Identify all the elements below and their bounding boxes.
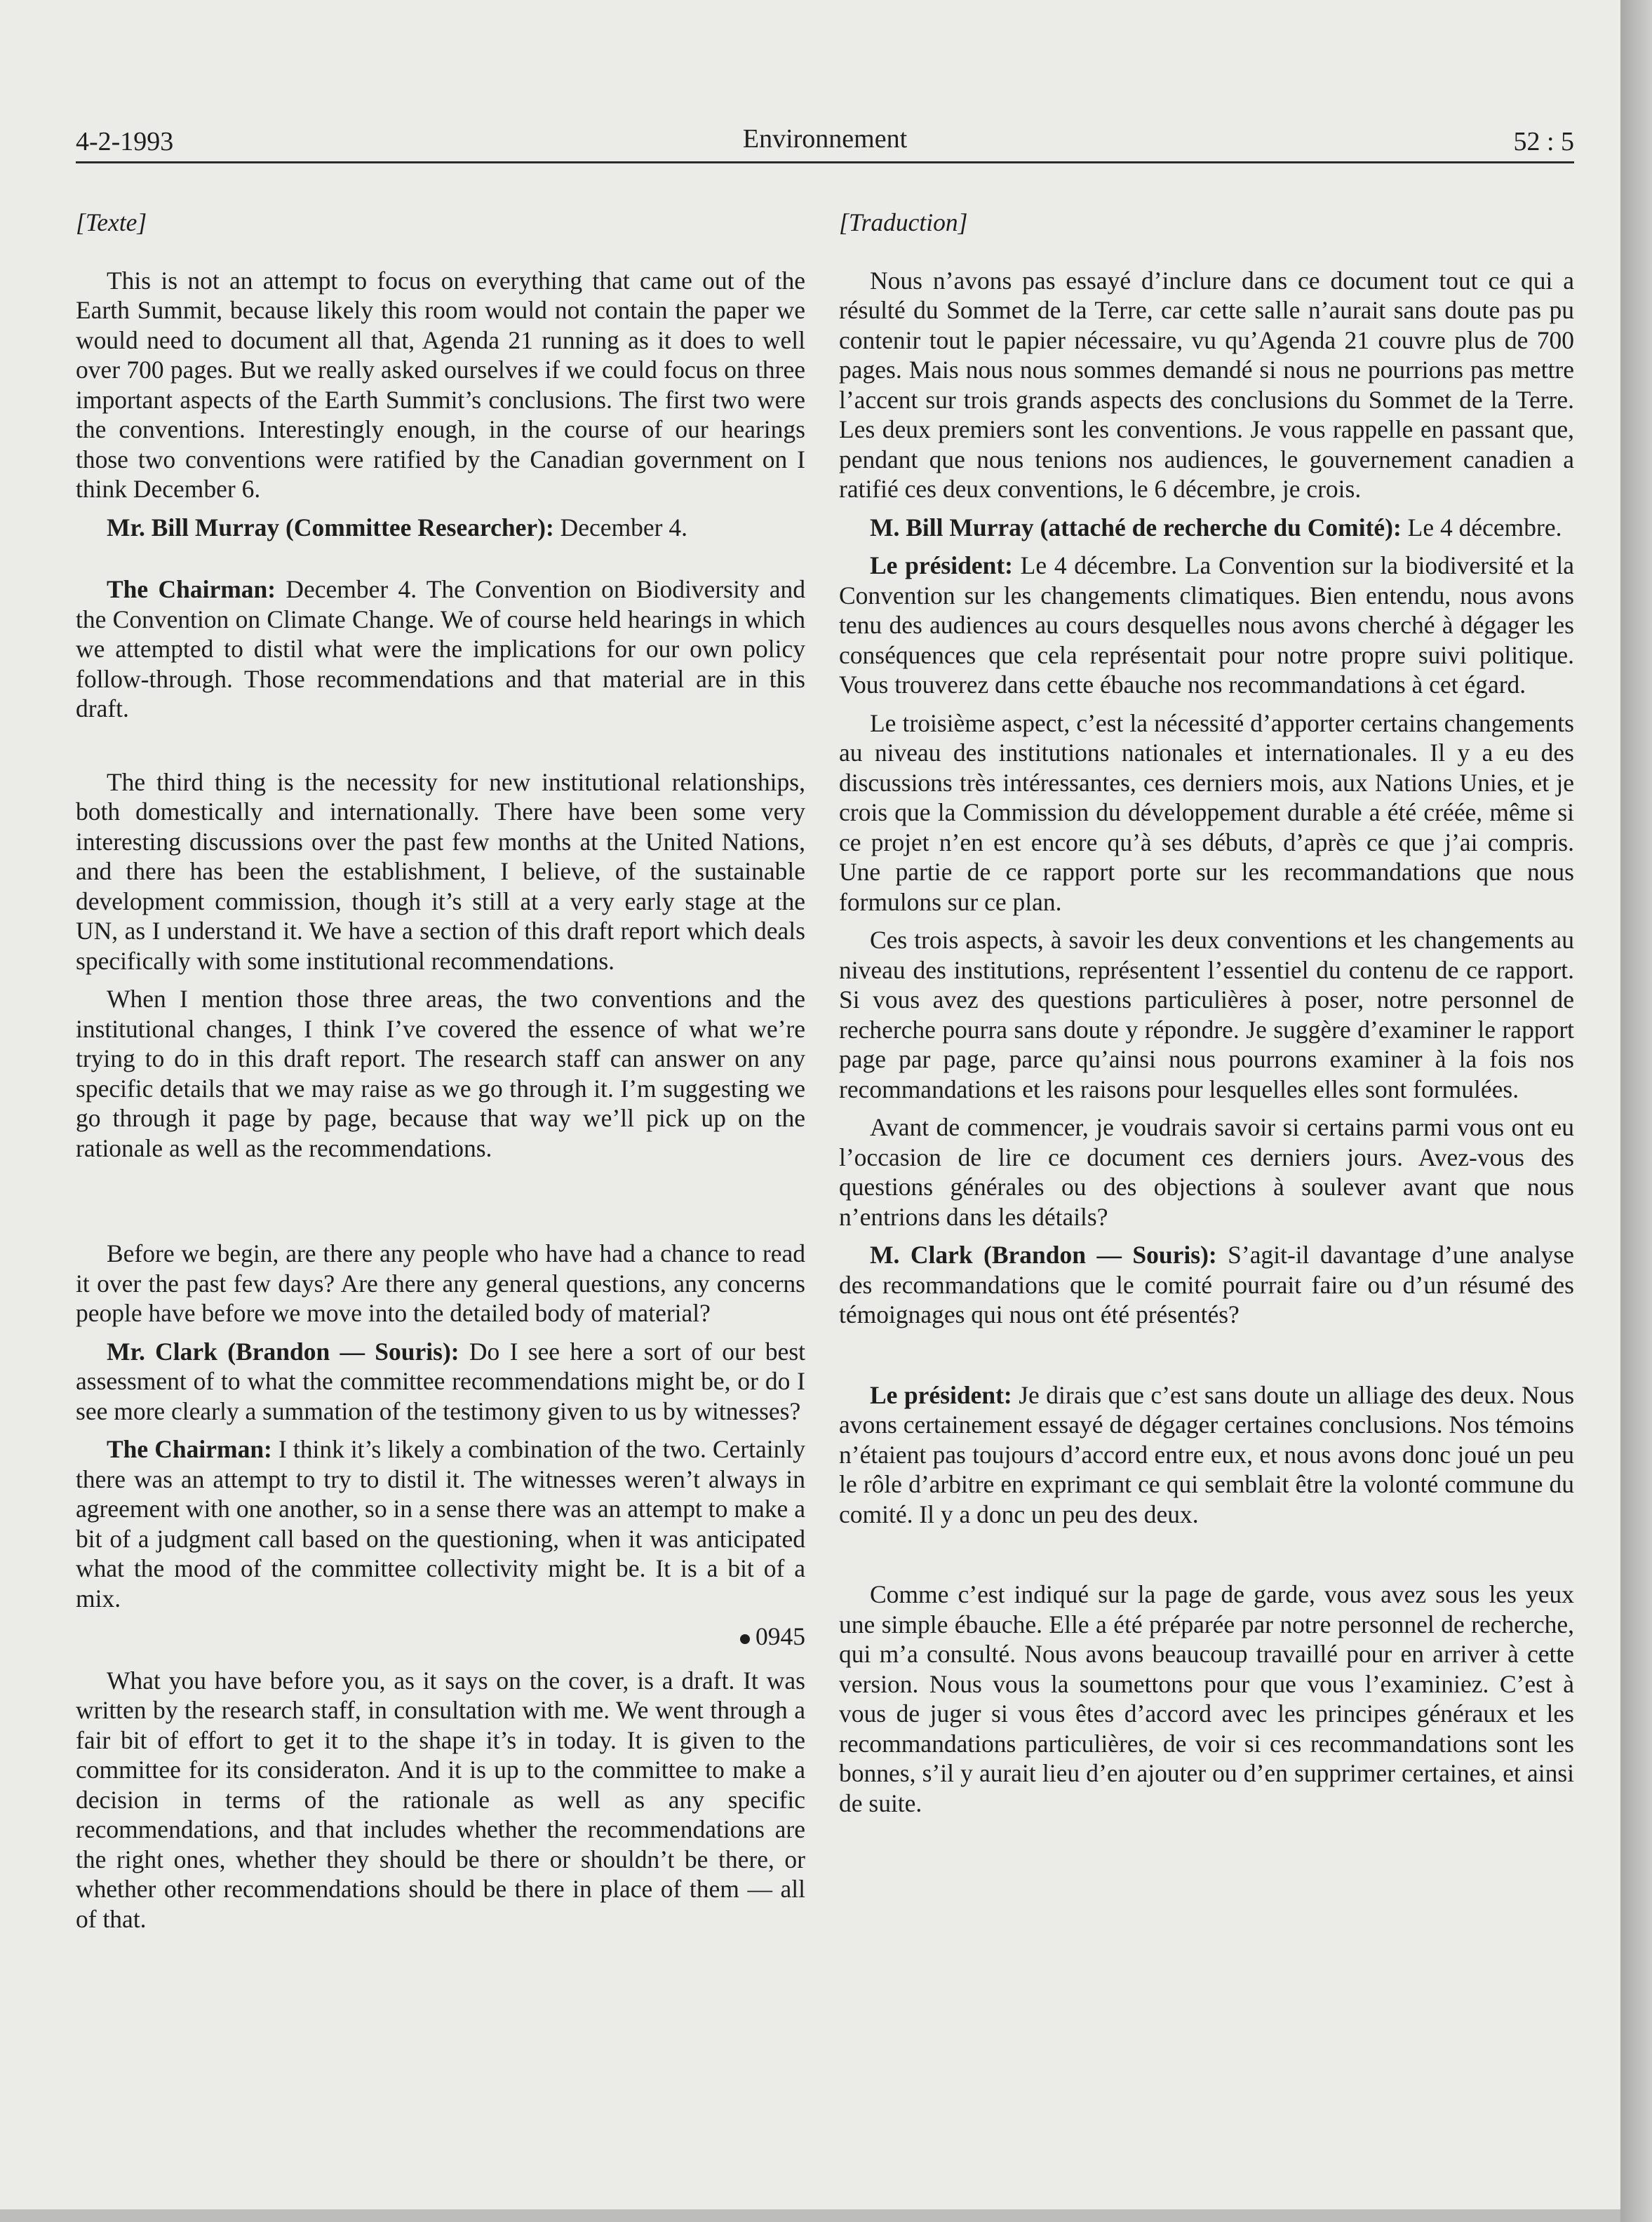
speaker-paragraph <box>839 1240 1574 1330</box>
speaker-name: The Chairman: <box>107 1435 272 1463</box>
paragraph: Before we begin, are there any people who have had a chance to read it over the past few days? Are there any general questions, any concerns people have before we move into the detailed body of material? <box>76 1239 805 1327</box>
speech-text: Le 4 décembre. <box>1401 513 1562 541</box>
paragraph: Le troisième aspect, c’est la nécessité d’apporter certains changements au niveau des institutions nationales et internationales. Il y a eu des discussions très intéressantes, ces derniers mois, aux Nations Unies, et je crois que la Commission du développement durable a été créée, même si ce projet n’en est encore qu’à ses débuts, d’après ce que j’ai compris. Une partie de ce rapport porte sur les recommandations que nous formulons sur ce plan. <box>839 708 1574 916</box>
paragraph: What you have before you, as it says on the cover, is a draft. It was written by the research staff, in consultation with me. We went through a fair bit of effort to get it to the shape it’s in today. It is given to the committee for its consideraton. And it is up to the committee to make a decision in terms of the rationale as well as any specific recommendations, and that includes whether the recommendations are the right ones, whether they should be there or shouldn’t be there, or whether other recommendations should be there in place of them — all of that. <box>76 1666 805 1933</box>
paragraph: When I mention those three areas, the two conventions and the institutional changes, I think I’ve covered the essence of what we’re trying to do in this draft report. The research staff can answer on any specific details that we may raise as we go through it. I’m suggesting we go through it page by page, because that way we’ll pick up on the rationale as well as the recommendations. <box>76 985 805 1162</box>
paragraph: Nous n’avons pas essayé d’inclure dans ce document tout ce qui a résulté du Sommet de la Terre, car cette salle n’aurait sans doute pas pu contenir tout le papier nécessaire, vu qu’Agenda 21 couvre plus de 700 pages. Mais nous nous sommes demandé si nous ne pourrions pas mettre l’accent sur trois grands aspects des conclusions du Sommet de la Terre. Les deux premiers sont les conventions. Je vous rappelle en passant que, pendant que nous tenions nos audiences, le gouvernement canadien a ratifié ces deux conventions, le 6 décembre, je crois. <box>839 266 1574 503</box>
speaker-paragraph <box>76 1434 805 1613</box>
speech-text: December 4. <box>553 513 688 541</box>
paragraph: Comme c’est indiqué sur la page de garde, vous avez sous les yeux une simple ébauche. Elle a été préparée par notre personnel de recherche, qui m’a consulté. Nous avons beaucoup travaillé pour en arriver à cette version. Nous vous la soumettons pour que vous l’examiniez. C’est à vous de juger si vous êtes d’accord avec les principes généraux et les recommandations particulières, de voir si ces recommandations sont les bonnes, s’il y aurait lieu d’en ajouter ou d’en supprimer certaines, et ainsi de suite. <box>839 1580 1574 1817</box>
time-marker <box>76 1622 805 1652</box>
speaker-paragraph <box>76 513 805 543</box>
speaker-name: Mr. Clark (Brandon — Souris): <box>107 1337 459 1366</box>
paragraph: Avant de commencer, je voudrais savoir si certains parmi vous ont eu l’occasion de lire ce document ces derniers jours. Avez-vous des questions générales ou des objections à soulever avant que nous n’entrions dans les détails? <box>839 1113 1574 1231</box>
page-edge-shadow <box>1620 0 1652 2222</box>
time-marker-text: 0945 <box>756 1622 805 1650</box>
speech-text: Le 4 décembre. La Convention sur la biodiversité et la Convention sur les changements climatiques. Bien entendu, nous avons tenu des audiences au cours desquelles nous avons cherché à dégager les conséquences que cela représentait pour notre propre suivi politique. Vous trouverez dans cette ébauche nos recommandations à cet égard. <box>839 551 1574 699</box>
speaker-name: Le président: <box>870 1380 1012 1409</box>
speaker-name: M. Clark (Brandon — Souris): <box>870 1241 1217 1269</box>
speaker-name: The Chairman: <box>107 575 276 603</box>
column-label-texte: [Texte] <box>76 208 147 236</box>
bullet-icon <box>740 1634 750 1644</box>
speaker-paragraph <box>76 574 805 724</box>
column-label-traduction: [Traduction] <box>839 208 968 236</box>
speech-text: I think it’s likely a combination of the two. Certainly there was an attempt to try to distil it. The witnesses weren’t always in agreement with one another, so in a sense there was an attempt to make a bit of a judgment call based on the questioning, when it was anticipated what the mood of the committee collectivity might be. It is a bit of a mix. <box>76 1435 805 1612</box>
running-header <box>76 118 1574 163</box>
speech-text: December 4. The Convention on Biodiversity and the Convention on Climate Change. We of course held hearings in which we attempted to distil what were the implications for our own policy follow-through. Those recommendations and that material are in this draft. <box>76 575 805 722</box>
speaker-name: Le président: <box>870 551 1013 579</box>
speech-text: S’agit-il davantage d’une analyse des recommandations que le comité pourrait faire ou d’un résumé des témoignages qui nous ont été présentés? <box>839 1241 1575 1328</box>
header-date: 4-2-1993 <box>76 127 174 156</box>
header-page-number: 52 : 5 <box>1513 127 1574 156</box>
speaker-paragraph <box>839 551 1574 700</box>
paragraph: The third thing is the necessity for new institutional relationships, both domestically and internationally. There have been some very interesting discussions over the past few months at the United Nations, and there has been the establishment, I believe, of the sustainable development commission, though it’s still at a very early stage at the UN, as I understand it. We have a section of this draft report which deals specifically with some institutional recommendations. <box>76 767 805 975</box>
speaker-paragraph <box>839 1380 1574 1530</box>
paragraph: Ces trois aspects, à savoir les deux conventions et les changements au niveau des institutions, représentent l’essentiel du contenu de ce rapport. Si vous avez des questions particulières à poser, notre personnel de recherche pourra sans doute y répondre. Je suggère d’examiner le rapport page par page, parce qu’ainsi nous pourrons examiner à la fois nos recommandations et les raisons pour lesquelles elles sont formulées. <box>839 926 1574 1103</box>
french-column <box>839 208 1574 1826</box>
paragraph: This is not an attempt to focus on everything that came out of the Earth Summit, because likely this room would not contain the paper we would need to document all that, Agenda 21 running as it does to well over 700 pages. But we really asked ourselves if we could focus on three important aspects of the Earth Summit’s conclusions. The first two were the conventions. Interestingly enough, in the course of our hearings those two conventions were ratified by the Canadian government on I think December 6. <box>76 266 805 503</box>
speech-text: Je dirais que c’est sans doute un alliage des deux. Nous avons certainement essayé de dégager certaines conclusions. Nos témoins n’étaient pas toujours d’accord entre eux, et nous avons donc joué un peu le rôle d’arbitre en exprimant ce qui semblait être la volonté commune du comité. Il y a donc un peu des deux. <box>839 1380 1575 1528</box>
speaker-name: Mr. Bill Murray (Committee Researcher): <box>107 513 554 541</box>
english-column <box>76 208 805 1942</box>
speaker-paragraph <box>76 1337 805 1427</box>
speaker-name: M. Bill Murray (attaché de recherche du Comité): <box>870 513 1402 541</box>
header-title: Environnement <box>742 124 908 154</box>
speaker-paragraph <box>839 513 1574 543</box>
speech-text: Do I see here a sort of our best assessment of to what the committee recommendations might be, or do I see more clearly a summation of the testimony given to us by witnesses? <box>76 1337 805 1425</box>
